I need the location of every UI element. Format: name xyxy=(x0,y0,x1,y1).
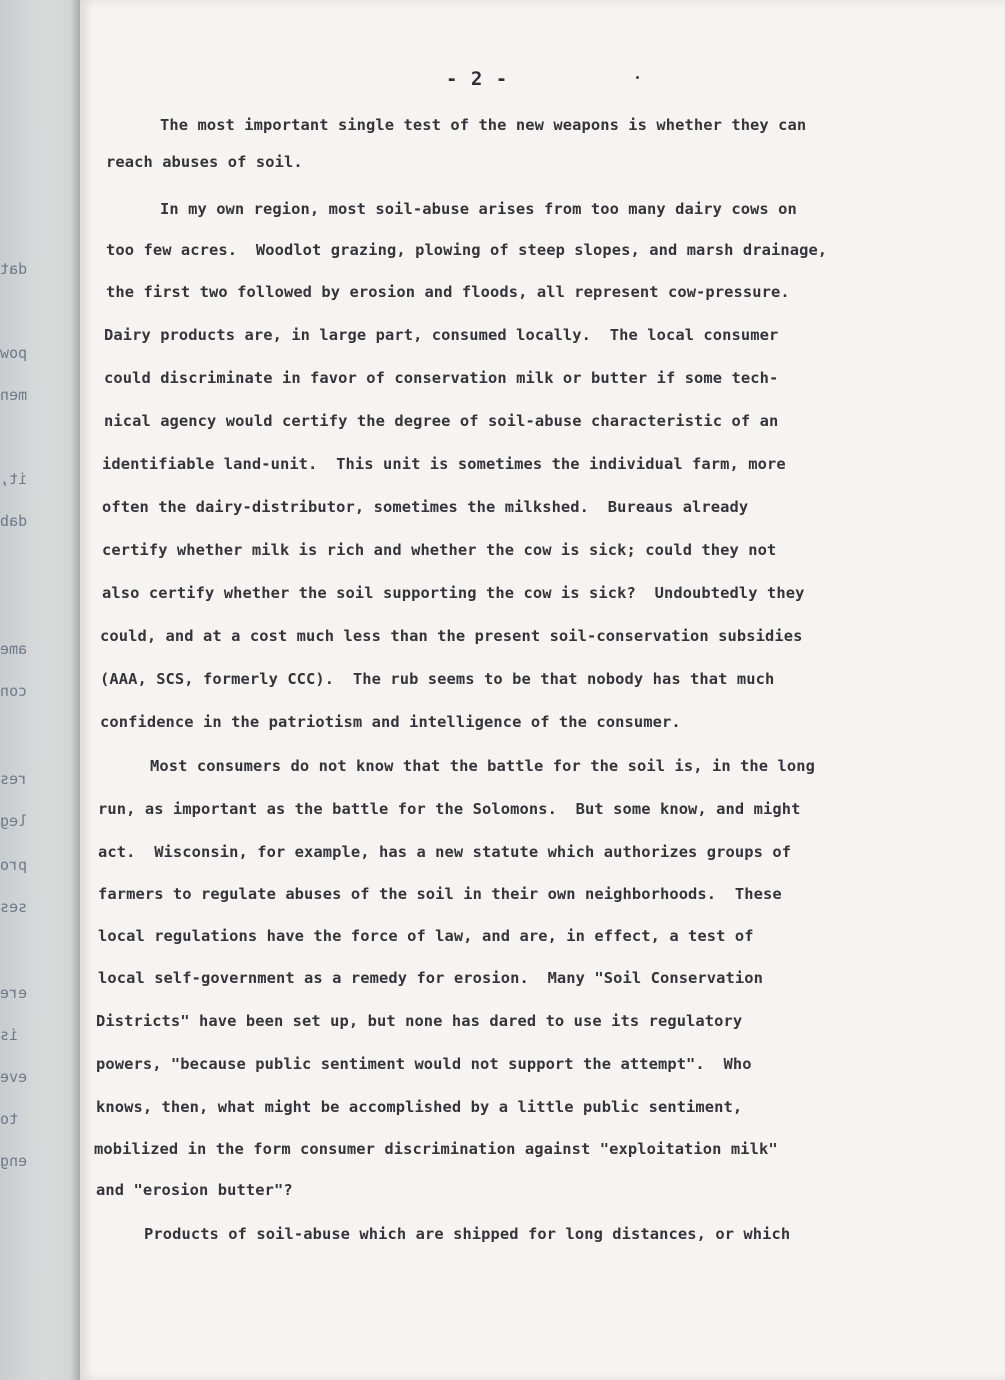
under-page-fragment: leg xyxy=(0,812,28,830)
under-page-fragment: dab xyxy=(0,512,28,530)
text-line: and "erosion butter"? xyxy=(96,1181,293,1199)
text-line: could discriminate in favor of conservation milk or butter if some tech- xyxy=(104,369,779,387)
under-page-fragment: res xyxy=(0,770,28,788)
under-page-fragment: is xyxy=(0,1026,19,1044)
text-line: act. Wisconsin, for example, has a new statute which authorizes groups of xyxy=(98,843,792,861)
text-line: run, as important as the battle for the Solomons. But some know, and might xyxy=(98,800,801,818)
typewritten-page xyxy=(80,0,1005,1380)
under-page-fragment: dat xyxy=(0,260,28,278)
ink-speck xyxy=(636,76,639,79)
text-line: mobilized in the form consumer discrimination against "exploitation milk" xyxy=(94,1140,778,1158)
text-line: could, and at a cost much less than the present soil-conservation subsidies xyxy=(100,627,803,645)
text-line: Most consumers do not know that the battle for the soil is, in the long xyxy=(150,757,815,775)
under-page-fragment: men xyxy=(0,386,28,404)
under-page-fragment: eve xyxy=(0,1068,28,1086)
under-page-fragment: ere xyxy=(0,984,28,1002)
text-line: local regulations have the force of law, and are, in effect, a test of xyxy=(98,927,754,945)
text-line: Products of soil-abuse which are shipped for long distances, or which xyxy=(144,1225,791,1243)
text-line: certify whether milk is rich and whether the cow is sick; could they not xyxy=(102,541,777,559)
under-page-fragment: con xyxy=(0,682,28,700)
under-page-fragment: pro xyxy=(0,856,28,874)
text-line: nical agency would certify the degree of soil-abuse characteristic of an xyxy=(104,412,779,430)
text-line: local self-government as a remedy for erosion. Many "Soil Conservation xyxy=(98,969,763,987)
text-line: powers, "because public sentiment would not support the attempt". Who xyxy=(96,1055,752,1073)
under-page-fragment: eng xyxy=(0,1152,28,1170)
text-line: confidence in the patriotism and intelligence of the consumer. xyxy=(100,713,681,731)
text-line: knows, then, what might be accomplished by a little public sentiment, xyxy=(96,1098,743,1116)
text-line: The most important single test of the new weapons is whether they can xyxy=(160,116,807,134)
text-line: also certify whether the soil supporting the cow is sick? Undoubtedly they xyxy=(102,584,805,602)
text-line: often the dairy-distributor, sometimes the milkshed. Bureaus already xyxy=(102,498,749,516)
text-line: identifiable land-unit. This unit is sometimes the individual farm, more xyxy=(102,455,786,473)
text-line: In my own region, most soil-abuse arises from too many dairy cows on xyxy=(160,200,797,218)
text-line: reach abuses of soil. xyxy=(106,153,303,171)
page-number: - 2 - xyxy=(446,68,509,90)
text-line: too few acres. Woodlot grazing, plowing of steep slopes, and marsh drainage, xyxy=(106,241,828,259)
text-line: the first two followed by erosion and floods, all represent cow-pressure. xyxy=(106,283,790,301)
text-line: farmers to regulate abuses of the soil in their own neighborhoods. These xyxy=(98,885,782,903)
text-line: Districts" have been set up, but none has dared to use its regulatory xyxy=(96,1012,743,1030)
under-page-fragment: pow xyxy=(0,344,28,362)
under-page-fragment: ame xyxy=(0,640,28,658)
previous-page-edge xyxy=(0,0,80,1380)
under-page-fragment: to xyxy=(0,1110,19,1128)
text-line: (AAA, SCS, formerly CCC). The rub seems to be that nobody has that much xyxy=(100,670,775,688)
under-page-fragment: it, xyxy=(0,470,28,488)
text-line: Dairy products are, in large part, consumed locally. The local consumer xyxy=(104,326,779,344)
under-page-fragment: ses xyxy=(0,898,28,916)
